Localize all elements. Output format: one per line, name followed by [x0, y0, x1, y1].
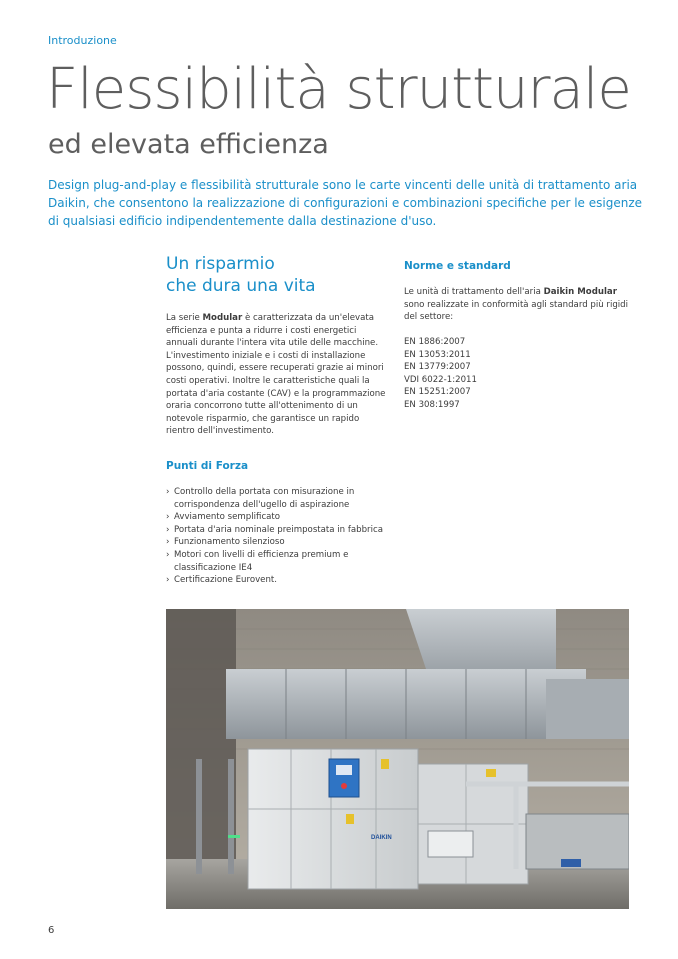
warning-label	[381, 759, 389, 769]
strengths-list	[166, 486, 386, 587]
list-item: EN 13779:2007	[404, 362, 471, 373]
list-item: › Avviamento semplificato	[166, 511, 386, 524]
page-title: Flessibilità strutturale	[46, 57, 631, 122]
standards-bold: Daikin Modular	[543, 287, 617, 297]
standards-heading: Norme e standard	[404, 260, 511, 272]
list-item: VDI 6022-1:2011	[404, 374, 477, 385]
product-photo	[166, 609, 629, 909]
list-item: EN 13053:2011	[404, 349, 471, 360]
warning-label	[486, 769, 496, 777]
savings-heading-line1: Un risparmio	[166, 254, 275, 274]
page-subtitle: ed elevata efficienza	[48, 129, 329, 160]
duct-right	[546, 679, 629, 739]
air-handling-unit-illustration	[166, 609, 629, 909]
standards-rest: sono realizzate in conformità agli standard più rigidi del settore:	[404, 299, 629, 323]
list-item: › Motori con livelli di efficienza premium e classificazione IE4	[166, 549, 386, 574]
list-item: › Certificazione Eurovent.	[166, 574, 386, 587]
list-item: › Funzionamento silenzioso	[166, 536, 386, 549]
list-item: EN 308:1997	[404, 399, 460, 410]
savings-rest: è caratterizzata da un'elevata efficienza e punta a ridurre i costi energetici annuali durante l'intera vita utile delle macchine. L'investimento iniziale e i costi di installazione possono, quindi, essere recuperati grazie ai minori costi operativi. Inoltre le caratteristiche quali la portata d'aria costante (CAV) e la programmazione oraria concorrono tutte all'ottenimento di un notevole risparmio, che garantisce un rapido rientro dell'investimento.	[166, 313, 386, 437]
frame-post	[228, 759, 234, 874]
control-display	[336, 765, 352, 775]
savings-prefix: La serie	[166, 313, 203, 323]
savings-paragraph	[166, 312, 388, 438]
list-item: EN 15251:2007	[404, 387, 471, 398]
control-panel	[329, 759, 359, 797]
page-number: 6	[48, 925, 55, 936]
intro-paragraph: Design plug-and-play e flessibilità strutturale sono le carte vincenti delle unità di trattamento aria Daikin, che consentono la realizzazione di configurazioni e combinazioni specifiche per le esigenze di qualsiasi edificio indipendentemente dalla destinazione d'uso.	[48, 178, 642, 228]
savings-heading-line2: che dura una vita	[166, 276, 316, 296]
list-item: EN 1886:2007	[404, 337, 466, 347]
control-switch	[341, 783, 347, 789]
frame-post	[196, 759, 202, 874]
list-item: › Portata d'aria nominale preimpostata in fabbrica	[166, 524, 386, 537]
blue-tag	[561, 859, 581, 867]
electrical-box	[428, 831, 473, 857]
standards-list	[404, 336, 477, 412]
daikin-badge: DAIKIN	[371, 835, 392, 841]
strengths-heading: Punti di Forza	[166, 460, 249, 472]
warning-label	[346, 814, 354, 824]
list-item: › Controllo della portata con misurazione in corrispondenza dell'ugello di aspirazione	[166, 486, 386, 511]
status-light	[228, 835, 240, 838]
savings-heading	[166, 253, 366, 297]
section-label: Introduzione	[48, 34, 117, 47]
standards-prefix: Le unità di trattamento dell'aria	[404, 287, 544, 297]
standards-paragraph	[404, 286, 634, 324]
savings-bold: Modular	[202, 313, 243, 323]
